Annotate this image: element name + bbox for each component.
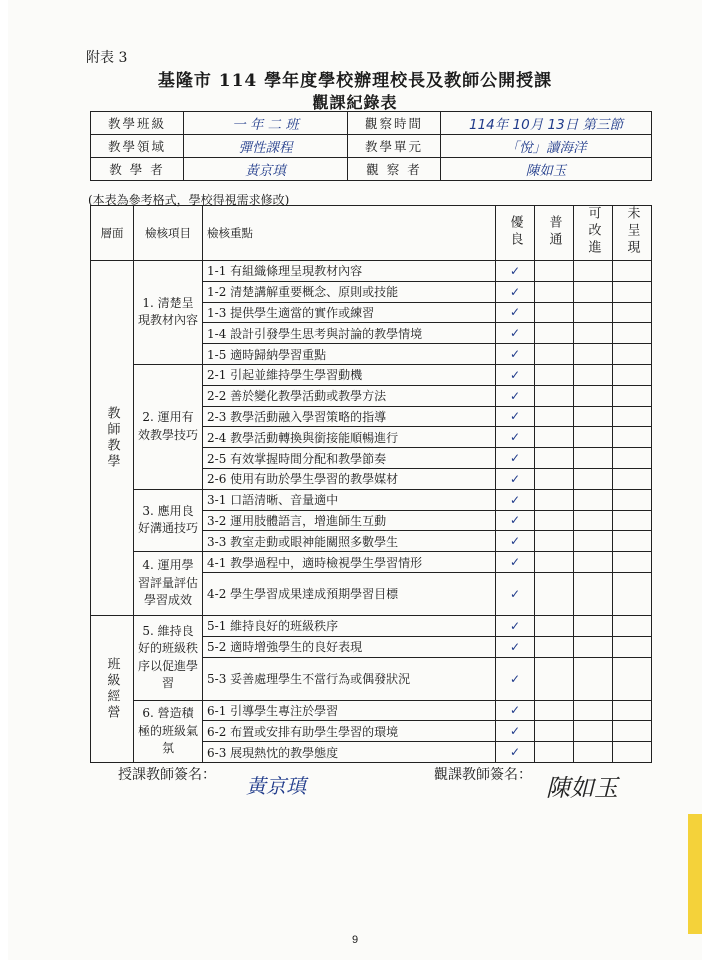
excellent-check: ✓ — [496, 572, 535, 615]
field-value: 彈性課程 — [184, 135, 348, 158]
rating-cell — [535, 468, 574, 489]
focus-cell: 3-1 口語清晰、音量適中 — [203, 489, 496, 510]
rating-cell — [574, 510, 613, 531]
rating-cell — [613, 323, 652, 344]
rating-cell — [574, 552, 613, 573]
focus-cell: 2-3 教學活動融入學習策略的指導 — [203, 406, 496, 427]
rating-cell — [574, 406, 613, 427]
time-value: 114年 10月 13日 第三節 — [441, 112, 652, 135]
class-value: 一 年 二 班 — [184, 112, 348, 135]
observer-value: 陳如玉 — [441, 158, 652, 181]
level-cell: 班級經營 — [91, 615, 134, 762]
rating-cell — [535, 302, 574, 323]
focus-cell: 2-6 使用有助於學生學習的教學媒材 — [203, 468, 496, 489]
rating-cell — [613, 448, 652, 469]
focus-cell: 2-2 善於變化教學活動或教學方法 — [203, 385, 496, 406]
rating-cell — [535, 572, 574, 615]
focus-cell: 2-4 教學活動轉換與銜接能順暢進行 — [203, 427, 496, 448]
rating-cell — [613, 510, 652, 531]
focus-cell: 3-2 運用肢體語言，增進師生互動 — [203, 510, 496, 531]
rating-cell — [535, 261, 574, 282]
focus-cell: 2-1 引起並維持學生學習動機 — [203, 364, 496, 385]
rating-cell — [613, 302, 652, 323]
observer-label: 觀 察 者 — [348, 158, 441, 181]
table-row — [91, 615, 652, 636]
focus-cell: 6-3 展現熱忱的教學態度 — [203, 742, 496, 763]
excellent-check: ✓ — [496, 615, 535, 636]
focus-cell: 6-2 布置或安排有助學生學習的環境 — [203, 721, 496, 742]
rating-cell — [535, 657, 574, 700]
page-number: 9 — [351, 934, 359, 946]
table-row — [91, 364, 652, 385]
rating-cell — [535, 700, 574, 721]
rating-cell — [574, 489, 613, 510]
rating-cell — [613, 531, 652, 552]
focus-cell: 1-2 清楚講解重要概念、原則或技能 — [203, 281, 496, 302]
rating-cell — [574, 427, 613, 448]
rating-cell — [574, 344, 613, 365]
rating-cell — [613, 261, 652, 282]
info-table — [90, 111, 652, 181]
rating-cell — [613, 364, 652, 385]
focus-cell: 1-4 設計引發學生思考與討論的教學情境 — [203, 323, 496, 344]
rating-cell — [613, 344, 652, 365]
format-note: (本表為參考格式，學校得視需求修改) — [88, 193, 290, 207]
rating-cell — [535, 531, 574, 552]
excellent-check: ✓ — [496, 531, 535, 552]
rating-cell — [535, 385, 574, 406]
rating-cell — [535, 742, 574, 763]
excellent-check: ✓ — [496, 364, 535, 385]
rating-cell — [574, 615, 613, 636]
teacher-value: 黃京瑱 — [184, 158, 348, 181]
field-label: 教學領域 — [91, 135, 184, 158]
rating-cell — [613, 742, 652, 763]
table-row — [91, 700, 652, 721]
focus-cell: 5-3 妥善處理學生不當行為或偶發狀況 — [203, 657, 496, 700]
header-level: 層面 — [91, 206, 134, 261]
rating-cell — [613, 636, 652, 657]
observation-table — [90, 205, 652, 763]
rating-cell — [613, 406, 652, 427]
rating-cell — [535, 344, 574, 365]
rating-cell — [535, 510, 574, 531]
teacher-signature-label: 授課教師簽名： — [118, 767, 216, 783]
focus-cell: 1-1 有組織條理呈現教材內容 — [203, 261, 496, 282]
rating-cell — [613, 489, 652, 510]
rating-cell — [574, 742, 613, 763]
rating-cell — [613, 468, 652, 489]
table-row — [91, 261, 652, 282]
header-focus: 檢核重點 — [203, 206, 496, 261]
rating-cell — [613, 572, 652, 615]
focus-cell: 5-1 維持良好的班級秩序 — [203, 615, 496, 636]
header-improve: 可改進 — [574, 206, 613, 261]
focus-cell: 4-2 學生學習成果達成預期學習目標 — [203, 572, 496, 615]
rating-cell — [574, 261, 613, 282]
rating-cell — [535, 489, 574, 510]
rating-cell — [574, 531, 613, 552]
item-cell: 4. 運用學習評量評估學習成效 — [134, 552, 203, 616]
page-subtitle: 觀課紀錄表 — [312, 93, 398, 112]
teacher-signature: 黃京瑱 — [246, 774, 306, 798]
rating-cell — [613, 552, 652, 573]
excellent-check: ✓ — [496, 552, 535, 573]
excellent-check: ✓ — [496, 657, 535, 700]
excellent-check: ✓ — [496, 302, 535, 323]
form-sheet — [8, 0, 702, 960]
rating-cell — [535, 364, 574, 385]
rating-cell — [535, 406, 574, 427]
header-none: 未呈現 — [613, 206, 652, 261]
header-fair: 普通 — [535, 206, 574, 261]
rating-cell — [574, 636, 613, 657]
rating-cell — [574, 302, 613, 323]
excellent-check: ✓ — [496, 700, 535, 721]
observer-signature-label: 觀課教師簽名： — [434, 767, 532, 783]
focus-cell: 1-3 提供學生適當的實作或練習 — [203, 302, 496, 323]
rating-cell — [535, 281, 574, 302]
page-title: 基隆市 114 學年度學校辦理校長及教師公開授課 — [157, 71, 553, 91]
rating-cell — [535, 721, 574, 742]
rating-cell — [574, 364, 613, 385]
rating-cell — [613, 385, 652, 406]
excellent-check: ✓ — [496, 742, 535, 763]
excellent-check: ✓ — [496, 323, 535, 344]
item-cell: 1. 清楚呈現教材內容 — [134, 261, 203, 365]
excellent-check: ✓ — [496, 636, 535, 657]
excellent-check: ✓ — [496, 721, 535, 742]
unit-value: 「悅」讀海洋 — [441, 135, 652, 158]
rating-cell — [535, 615, 574, 636]
excellent-check: ✓ — [496, 281, 535, 302]
rating-cell — [613, 281, 652, 302]
focus-cell: 1-5 適時歸納學習重點 — [203, 344, 496, 365]
rating-cell — [574, 385, 613, 406]
rating-cell — [535, 323, 574, 344]
rating-cell — [574, 468, 613, 489]
unit-label: 教學單元 — [348, 135, 441, 158]
time-label: 觀察時間 — [348, 112, 441, 135]
table-row — [91, 552, 652, 573]
item-cell: 5. 維持良好的班級秩序以促進學習 — [134, 615, 203, 700]
rating-cell — [613, 427, 652, 448]
rating-cell — [574, 281, 613, 302]
focus-cell: 5-2 適時增強學生的良好表現 — [203, 636, 496, 657]
excellent-check: ✓ — [496, 344, 535, 365]
teacher-label: 教 學 者 — [91, 158, 184, 181]
rating-cell — [574, 721, 613, 742]
annex-label: 附表 3 — [86, 50, 128, 66]
rating-cell — [574, 657, 613, 700]
table-row — [91, 489, 652, 510]
focus-cell: 2-5 有效掌握時間分配和教學節奏 — [203, 448, 496, 469]
focus-cell: 3-3 教室走動或眼神能關照多數學生 — [203, 531, 496, 552]
rating-cell — [535, 552, 574, 573]
yellow-page-tab — [688, 814, 702, 934]
focus-cell: 4-1 教學過程中，適時檢視學生學習情形 — [203, 552, 496, 573]
excellent-check: ✓ — [496, 261, 535, 282]
item-cell: 6. 營造積極的班級氣氛 — [134, 700, 203, 762]
excellent-check: ✓ — [496, 427, 535, 448]
rating-cell — [613, 615, 652, 636]
focus-cell: 6-1 引導學生專注於學習 — [203, 700, 496, 721]
rating-cell — [535, 427, 574, 448]
item-cell: 2. 運用有效教學技巧 — [134, 364, 203, 489]
rating-cell — [574, 448, 613, 469]
class-label: 教學班級 — [91, 112, 184, 135]
rating-cell — [574, 700, 613, 721]
level-cell: 教師教學 — [91, 261, 134, 616]
excellent-check: ✓ — [496, 406, 535, 427]
rating-cell — [613, 721, 652, 742]
excellent-check: ✓ — [496, 385, 535, 406]
rating-cell — [574, 572, 613, 615]
excellent-check: ✓ — [496, 510, 535, 531]
header-excellent: 優良 — [496, 206, 535, 261]
rating-cell — [613, 700, 652, 721]
excellent-check: ✓ — [496, 468, 535, 489]
rating-cell — [535, 448, 574, 469]
rating-cell — [613, 657, 652, 700]
excellent-check: ✓ — [496, 448, 535, 469]
rating-cell — [574, 323, 613, 344]
header-item: 檢核項目 — [134, 206, 203, 261]
rating-cell — [535, 636, 574, 657]
excellent-check: ✓ — [496, 489, 535, 510]
item-cell: 3. 應用良好溝通技巧 — [134, 489, 203, 551]
observer-signature: 陳如玉 — [546, 774, 618, 802]
